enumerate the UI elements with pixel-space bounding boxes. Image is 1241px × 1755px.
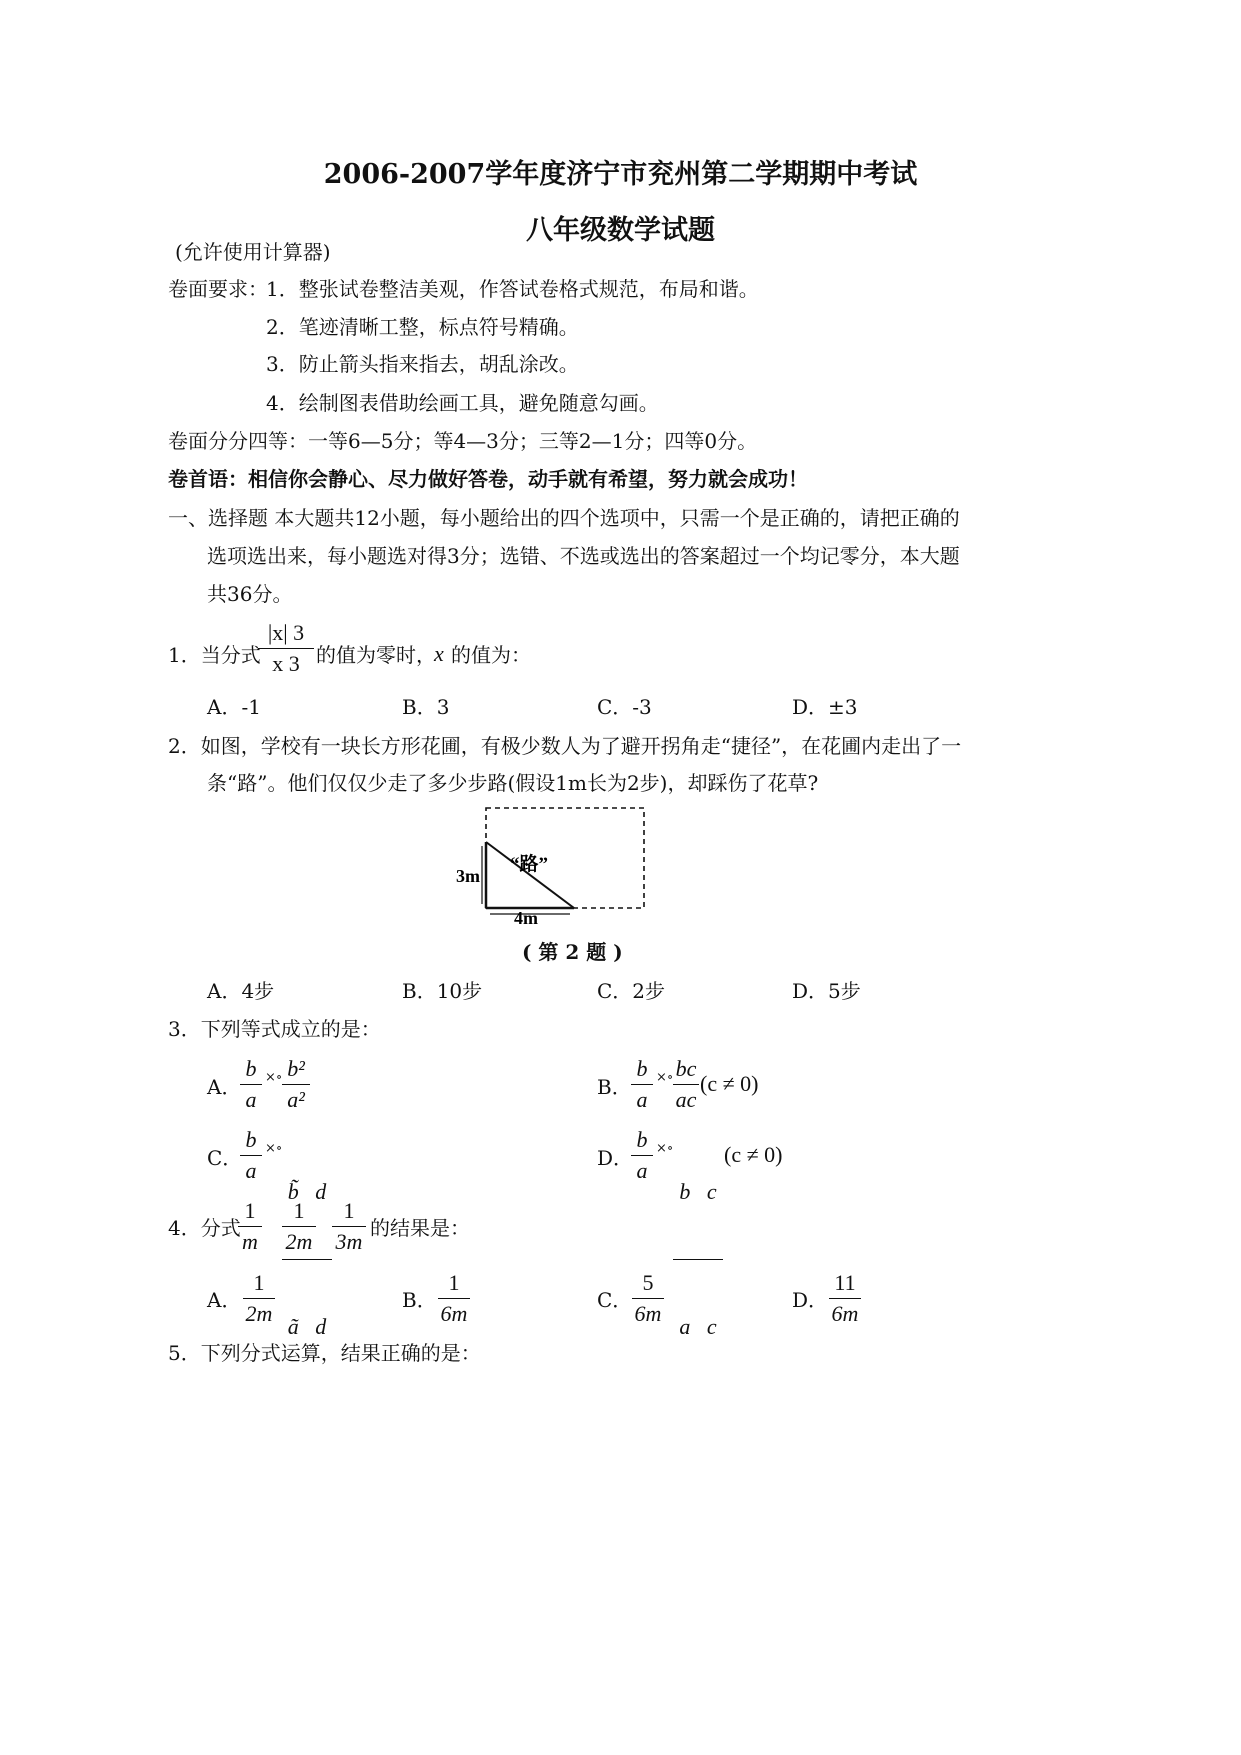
option-c-left-fraction bbox=[240, 1125, 262, 1186]
fraction-numerator: 1 bbox=[343, 1198, 355, 1223]
option-a: A．-1 bbox=[207, 695, 261, 719]
option-a-label: A． bbox=[207, 1288, 242, 1312]
option-b-left-fraction bbox=[631, 1054, 653, 1115]
figure-caption: ( 第 2 题 ) bbox=[522, 940, 623, 964]
fraction-numerator: 1 bbox=[293, 1198, 305, 1223]
relation-symbol: ×∘ bbox=[656, 1141, 674, 1156]
requirement-item: 4．绘制图表借助绘画工具，避免随意勾画。 bbox=[266, 391, 659, 415]
option-b: B．10步 bbox=[402, 979, 483, 1003]
fraction-denominator: m bbox=[242, 1229, 258, 1254]
fraction-denominator: a bbox=[636, 1158, 648, 1183]
option-d-right-fraction bbox=[673, 1125, 723, 1394]
option-b: B．3 bbox=[402, 695, 450, 719]
requirement-item: 2．笔迹清晰工整，标点符号精确。 bbox=[266, 315, 579, 339]
exam-subtitle: 八年级数学试题 bbox=[526, 215, 715, 246]
question-4-text: 的结果是： bbox=[370, 1216, 470, 1240]
question-4-fraction bbox=[238, 1196, 262, 1257]
option-a: A．4步 bbox=[207, 979, 275, 1003]
option-a-label: A． bbox=[207, 1075, 242, 1099]
question-1-lead: 1．当分式 bbox=[168, 643, 261, 667]
fraction-numerator: b² bbox=[287, 1056, 305, 1081]
option-d-label: D． bbox=[792, 1288, 829, 1312]
option-d-left-fraction bbox=[631, 1125, 653, 1186]
question-4-lead: 4．分式 bbox=[168, 1216, 241, 1240]
option-b-fraction bbox=[438, 1268, 470, 1329]
relation-symbol: ×∘ bbox=[265, 1141, 283, 1156]
fraction-denominator: a² bbox=[287, 1087, 305, 1112]
question-1-variable: x bbox=[434, 641, 444, 666]
section-instructions: 选项选出来，每小题选对得3分；选错、不选或选出的答案超过一个均记零分，本大题 bbox=[207, 544, 960, 568]
relation-symbol: ×∘ bbox=[656, 1070, 674, 1085]
question-4-fraction bbox=[332, 1196, 366, 1257]
option-d: D．5步 bbox=[792, 979, 861, 1003]
option-d-label: D． bbox=[597, 1146, 634, 1170]
fraction-denominator: 6m bbox=[634, 1301, 662, 1326]
motto: 卷首语：相信你会静心、尽力做好答卷，动手就有希望，努力就会成功！ bbox=[168, 467, 808, 491]
fraction-numerator: bc bbox=[675, 1056, 697, 1081]
fraction-numerator: b̃ d bbox=[287, 1179, 327, 1204]
fraction-numerator: b bbox=[245, 1127, 257, 1152]
fraction-denominator: 2m bbox=[285, 1229, 313, 1254]
fraction-denominator: 6m bbox=[440, 1301, 468, 1326]
requirements-lead: 卷面要求： bbox=[168, 277, 268, 301]
fraction-denominator: 6m bbox=[831, 1301, 859, 1326]
fraction-numerator: b bbox=[636, 1127, 648, 1152]
road-label: “路” bbox=[510, 854, 549, 875]
fraction-bar bbox=[282, 1259, 332, 1260]
section-instructions: 一、选择题 本大题共12小题，每小题给出的四个选项中，只需一个是正确的，请把正确的 bbox=[168, 506, 960, 530]
question-4-fraction bbox=[282, 1196, 316, 1257]
fraction-denominator: 2m bbox=[245, 1301, 273, 1326]
section-instructions: 共36分。 bbox=[207, 582, 293, 606]
fraction-denominator: a bbox=[245, 1158, 257, 1183]
option-d: D．±3 bbox=[792, 695, 858, 719]
question-5-text: 5．下列分式运算，结果正确的是： bbox=[168, 1341, 481, 1365]
option-c: C．2步 bbox=[597, 979, 666, 1003]
condition: (c ≠ 0) bbox=[700, 1071, 759, 1096]
fraction-numerator: 1 bbox=[244, 1198, 256, 1223]
fraction-numerator: 1 bbox=[253, 1270, 265, 1295]
question-2-text: 条“路”。他们仅仅少走了多少步路(假设1m长为2步)，却踩伤了花草? bbox=[207, 771, 819, 795]
fraction-bar bbox=[673, 1259, 723, 1260]
fraction-denominator: a bbox=[636, 1087, 648, 1112]
calculator-note: (允许使用计算器) bbox=[175, 240, 331, 264]
question-3-text: 3．下列等式成立的是： bbox=[168, 1017, 381, 1041]
option-c-fraction bbox=[632, 1268, 664, 1329]
relation-symbol: ×∘ bbox=[265, 1070, 283, 1085]
condition: (c ≠ 0) bbox=[724, 1142, 783, 1167]
fraction-numerator: b bbox=[245, 1056, 257, 1081]
fraction-denominator: 3m bbox=[335, 1229, 363, 1254]
side-length-label: 3m bbox=[456, 866, 480, 886]
option-a-left-fraction bbox=[240, 1054, 262, 1115]
question-1-text: 的值为零时， bbox=[316, 643, 436, 667]
option-b-right-fraction bbox=[673, 1054, 699, 1115]
fraction-numerator: b bbox=[636, 1056, 648, 1081]
requirement-item: 3．防止箭头指来指去，胡乱涂改。 bbox=[266, 352, 579, 376]
shortcut-path bbox=[486, 842, 574, 908]
exam-title: 2006-2007学年度济宁市兖州第二学期期中考试 bbox=[323, 159, 918, 190]
option-c: C．-3 bbox=[597, 695, 652, 719]
option-d-fraction bbox=[829, 1268, 861, 1329]
fraction-denominator: a c bbox=[679, 1314, 717, 1339]
question-2-text: 2．如图，学校有一块长方形花圃，有极少数人为了避开拐角走“捷径”，在花圃内走出了一 bbox=[168, 734, 962, 758]
requirement-item: 1．整张试卷整洁美观，作答试卷格式规范，布局和谐。 bbox=[266, 277, 759, 301]
question-1-text: 的值为： bbox=[451, 643, 531, 667]
fraction-denominator: ac bbox=[675, 1087, 697, 1112]
fraction-denominator: ã d bbox=[287, 1314, 327, 1339]
fraction-numerator: b c bbox=[679, 1179, 717, 1204]
fraction-numerator: 11 bbox=[834, 1270, 856, 1295]
fraction-numerator: |x| 3 bbox=[267, 620, 305, 645]
fraction-denominator: a bbox=[245, 1087, 257, 1112]
question-1-fraction bbox=[258, 618, 314, 679]
fraction-numerator: 1 bbox=[448, 1270, 460, 1295]
garden-figure bbox=[440, 800, 670, 935]
option-a-fraction bbox=[243, 1268, 275, 1329]
option-a-right-fraction bbox=[282, 1054, 310, 1115]
fraction-numerator: 5 bbox=[642, 1270, 654, 1295]
option-b-label: B． bbox=[402, 1288, 437, 1312]
option-c-label: C． bbox=[207, 1146, 243, 1170]
fraction-denominator: x 3 bbox=[272, 651, 300, 676]
scoring-rule: 卷面分分四等：一等6—5分；等4—3分；三等2—1分；四等0分。 bbox=[168, 429, 758, 453]
base-length-label: 4m bbox=[514, 908, 538, 928]
option-c-label: C． bbox=[597, 1288, 633, 1312]
option-b-label: B． bbox=[597, 1075, 632, 1099]
